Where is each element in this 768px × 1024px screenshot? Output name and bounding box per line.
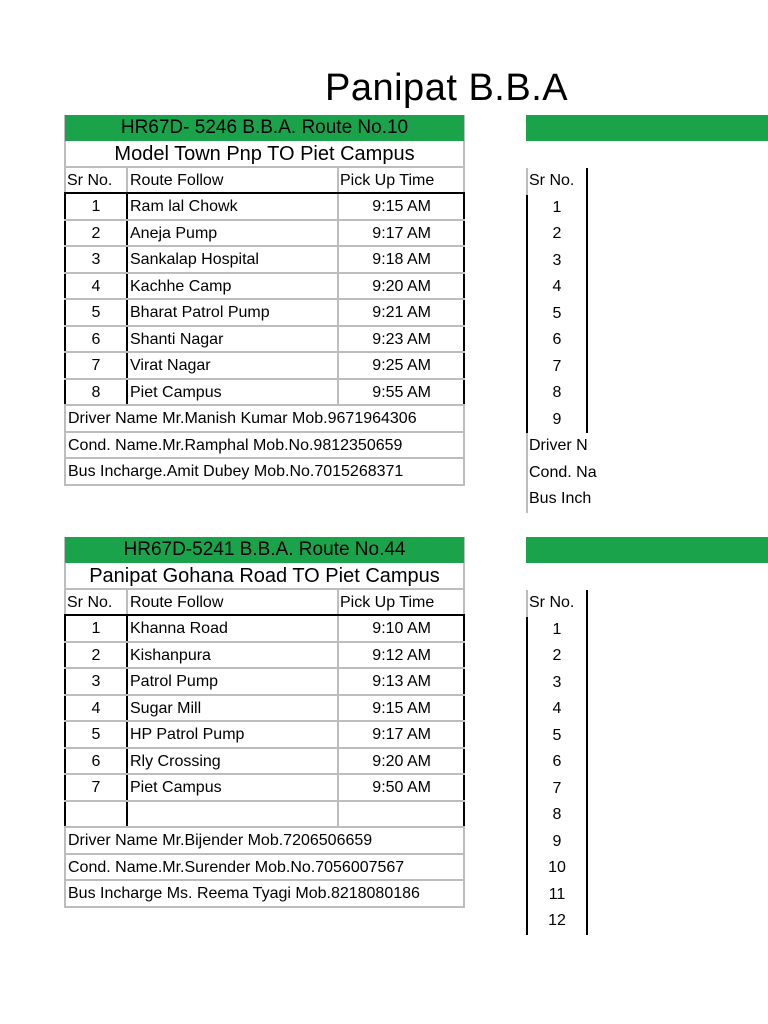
sr-no-cell: 4 — [526, 274, 588, 301]
right-top-col-sr-no: Sr No. — [526, 168, 588, 195]
route-10-subheader: Model Town Pnp TO Piet Campus — [64, 141, 465, 168]
route-44-subheader: Panipat Gohana Road TO Piet Campus — [64, 563, 465, 590]
table-row — [64, 327, 465, 354]
sr-no-cell: 8 — [526, 802, 588, 829]
table-row — [64, 247, 465, 274]
pickup-time-cell: 9:25 AM — [337, 353, 465, 378]
route-stop-cell: Rly Crossing — [126, 749, 337, 774]
sr-no-cell: 3 — [526, 248, 588, 275]
sr-no-cell: 4 — [64, 696, 126, 721]
col-sr-no: Sr No. — [64, 168, 126, 193]
sr-no-cell: 7 — [526, 354, 588, 381]
route-stop-cell: Sugar Mill — [126, 696, 337, 721]
route-10-conductor: Cond. Name.Mr.Ramphal Mob.No.9812350659 — [64, 433, 465, 460]
table-row — [64, 353, 465, 380]
table-row — [64, 274, 465, 301]
pickup-time-cell: 9:21 AM — [337, 300, 465, 325]
route-stop-cell: Kishanpura — [126, 643, 337, 668]
route-stop-cell: Aneja Pump — [126, 221, 337, 246]
sr-no-cell: 2 — [526, 643, 588, 670]
right-top-header-bar — [526, 115, 768, 141]
sr-no-cell: 10 — [526, 855, 588, 882]
table-row — [64, 300, 465, 327]
page-title: Panipat B.B.A — [325, 67, 569, 109]
pickup-time-cell: 9:50 AM — [337, 775, 465, 800]
table-row — [64, 194, 465, 221]
route-stop-cell: HP Patrol Pump — [126, 722, 337, 747]
col-route-follow: Route Follow — [126, 168, 337, 193]
route-44-conductor: Cond. Name.Mr.Surender Mob.No.7056007567 — [64, 855, 465, 882]
pickup-time-cell: 9:15 AM — [337, 194, 465, 219]
sr-no-cell: 3 — [64, 247, 126, 272]
sr-no-cell: 4 — [526, 696, 588, 723]
pickup-time-cell: 9:18 AM — [337, 247, 465, 272]
sr-no-cell: 9 — [526, 407, 588, 434]
route-44-header: HR67D-5241 B.B.A. Route No.44 — [64, 537, 465, 563]
col-route-follow: Route Follow — [126, 590, 337, 615]
col-pickup-time: Pick Up Time — [337, 168, 465, 193]
sr-no-cell: 5 — [526, 301, 588, 328]
table-row — [64, 775, 465, 802]
pickup-time-cell: 9:20 AM — [337, 274, 465, 299]
pickup-time-cell: 9:15 AM — [337, 696, 465, 721]
route-stop-cell: Shanti Nagar — [126, 327, 337, 352]
route-stop-cell: Virat Nagar — [126, 353, 337, 378]
sr-no-cell: 1 — [526, 195, 588, 222]
sr-no-cell: 7 — [64, 775, 126, 800]
col-pickup-time: Pick Up Time — [337, 590, 465, 615]
sr-no-cell: 1 — [526, 617, 588, 644]
pickup-time-cell: 9:10 AM — [337, 616, 465, 641]
route-10-header: HR67D- 5246 B.B.A. Route No.10 — [64, 115, 465, 141]
sr-no-cell: 6 — [526, 327, 588, 354]
sr-no-cell: 12 — [526, 908, 588, 935]
route-stop-cell: Piet Campus — [126, 380, 337, 405]
sr-no-cell: 5 — [64, 300, 126, 325]
pickup-time-cell: 9:17 AM — [337, 221, 465, 246]
pickup-time-cell: 9:17 AM — [337, 722, 465, 747]
sr-no-cell: 4 — [64, 274, 126, 299]
right-top-incharge: Bus Inch — [526, 486, 588, 513]
table-row — [64, 616, 465, 643]
table-row — [64, 696, 465, 723]
route-stop-cell: Patrol Pump — [126, 669, 337, 694]
right-top-driver: Driver N — [526, 433, 588, 460]
route-44-table — [64, 537, 465, 908]
right-top-conductor: Cond. Na — [526, 460, 588, 487]
route-stop-cell: Piet Campus — [126, 775, 337, 800]
pickup-time-cell — [337, 802, 465, 827]
sr-no-cell: 8 — [64, 380, 126, 405]
route-stop-cell: Khanna Road — [126, 616, 337, 641]
sr-no-cell: 9 — [526, 829, 588, 856]
pickup-time-cell: 9:23 AM — [337, 327, 465, 352]
col-sr-no: Sr No. — [64, 590, 126, 615]
table-row — [64, 669, 465, 696]
right-top-table — [526, 168, 768, 513]
pickup-time-cell: 9:20 AM — [337, 749, 465, 774]
table-row — [64, 749, 465, 776]
route-stop-cell: Sankalap Hospital — [126, 247, 337, 272]
sr-no-cell: 3 — [526, 670, 588, 697]
route-stop-cell: Bharat Patrol Pump — [126, 300, 337, 325]
table-row — [64, 802, 465, 829]
sr-no-cell: 11 — [526, 882, 588, 909]
route-stop-cell: Kachhe Camp — [126, 274, 337, 299]
sr-no-cell: 2 — [526, 221, 588, 248]
sr-no-cell: 1 — [64, 616, 126, 641]
sr-no-cell: 6 — [64, 327, 126, 352]
sr-no-cell: 5 — [64, 722, 126, 747]
route-44-column-headers — [64, 590, 465, 617]
sr-no-cell: 5 — [526, 723, 588, 750]
right-bottom-header-bar — [526, 537, 768, 563]
table-row — [64, 643, 465, 670]
route-44-driver: Driver Name Mr.Bijender Mob.7206506659 — [64, 828, 465, 855]
sr-no-cell — [64, 802, 126, 827]
sr-no-cell: 1 — [64, 194, 126, 219]
sr-no-cell: 7 — [526, 776, 588, 803]
pickup-time-cell: 9:13 AM — [337, 669, 465, 694]
right-bottom-table — [526, 590, 768, 935]
route-10-table — [64, 115, 465, 486]
sr-no-cell: 8 — [526, 380, 588, 407]
sr-no-cell: 2 — [64, 221, 126, 246]
table-row — [64, 722, 465, 749]
route-44-incharge: Bus Incharge Ms. Reema Tyagi Mob.8218080186 — [64, 881, 465, 908]
pickup-time-cell: 9:55 AM — [337, 380, 465, 405]
pickup-time-cell: 9:12 AM — [337, 643, 465, 668]
table-row — [64, 380, 465, 407]
sr-no-cell: 3 — [64, 669, 126, 694]
sr-no-cell: 2 — [64, 643, 126, 668]
route-stop-cell: Ram lal Chowk — [126, 194, 337, 219]
table-row — [64, 221, 465, 248]
route-10-incharge: Bus Incharge.Amit Dubey Mob.No.7015268371 — [64, 459, 465, 486]
route-10-driver: Driver Name Mr.Manish Kumar Mob.9671964306 — [64, 406, 465, 433]
right-bottom-col-sr-no: Sr No. — [526, 590, 588, 617]
sr-no-cell: 6 — [526, 749, 588, 776]
sr-no-cell: 7 — [64, 353, 126, 378]
sr-no-cell: 6 — [64, 749, 126, 774]
route-10-column-headers — [64, 168, 465, 195]
route-stop-cell — [126, 802, 337, 827]
